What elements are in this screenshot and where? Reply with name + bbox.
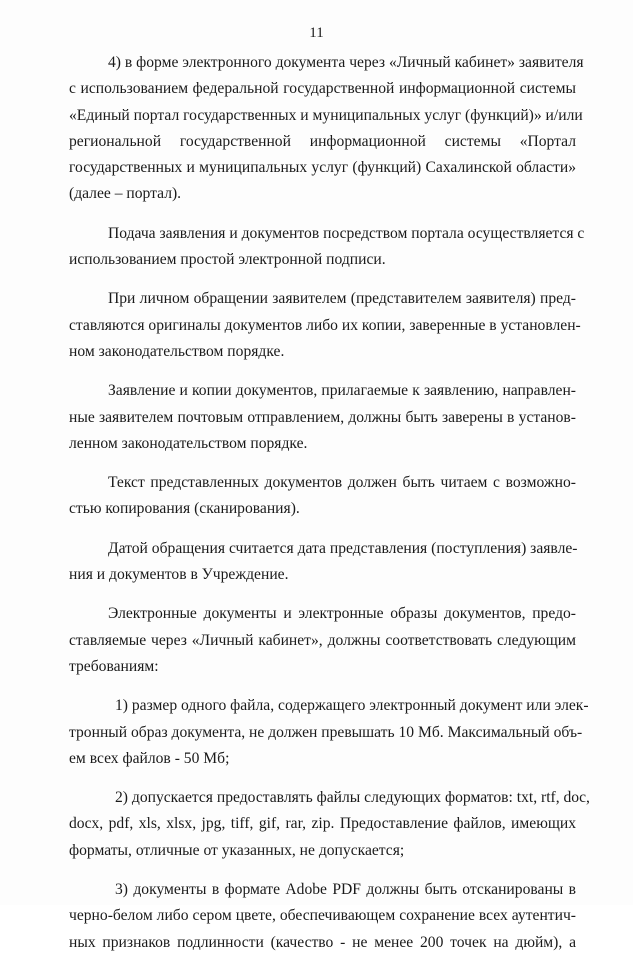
text-line: тронный образ документа, не должен превышать 10 Мб. Максимальный объ- <box>69 723 583 741</box>
document-body <box>69 50 590 956</box>
text-line: региональной государственной информационной системы «Портал <box>69 132 576 150</box>
text-line: ные заявителем почтовым отправлением, должны быть заверены в установ- <box>69 408 576 426</box>
paragraph-req-3 <box>69 877 576 956</box>
text-line: ставляемые через «Личный кабинет», должны соответствовать следующим <box>69 631 576 649</box>
text-line: ставляются оригиналы документов либо их копии, заверенные в установлен- <box>69 316 581 334</box>
text-line: ных признаков подлинности (качество - не менее 200 точек на дюйм), а <box>69 933 576 951</box>
text-line: ния и документов в Учреждение. <box>69 566 289 584</box>
text-line: стью копирования (сканирования). <box>69 500 300 518</box>
paragraph-portal-signature <box>69 221 585 274</box>
paragraph-date <box>69 536 576 589</box>
text-line: При личном обращении заявителем (представителем заявителя) пред- <box>108 290 576 308</box>
text-line: государственных и муниципальных услуг (функций) Сахалинской области» <box>69 159 576 177</box>
text-line: Датой обращения считается дата представления (поступления) заявле- <box>108 539 578 557</box>
paragraph-req-1 <box>69 693 589 772</box>
text-line: 3) документы в формате Adobe PDF должны быть отсканированы в <box>115 881 576 899</box>
text-line: требованиям: <box>69 657 159 675</box>
paragraph-item-4 <box>69 50 584 208</box>
paragraph-personal-visit <box>69 286 581 365</box>
text-line: форматы, отличные от указанных, не допускается; <box>69 841 405 859</box>
text-line: с использованием федеральной государственной информационной системы <box>69 80 576 98</box>
page-number: 11 <box>309 25 324 41</box>
text-line: docx, pdf, xls, xlsx, jpg, tiff, gif, rar, zip. Предоставление файлов, имеющих <box>69 815 576 833</box>
text-line: ем всех файлов - 50 Мб; <box>69 749 230 767</box>
paragraph-postal <box>69 378 576 457</box>
paragraph-requirements <box>69 601 576 680</box>
text-line: 1) размер одного файла, содержащего электронный документ или элек- <box>115 697 589 715</box>
text-line: черно-белом либо сером цвете, обеспечивающем сохранение всех аутентич- <box>69 907 576 925</box>
paragraph-readable <box>69 470 576 523</box>
text-line: 2) допускается предоставлять файлы следующих форматов: txt, rtf, doc, <box>115 789 590 807</box>
text-line: Электронные документы и электронные образы документов, предо- <box>108 605 576 623</box>
text-line: «Единый портал государственных и муниципальных услуг (функций)» и/или <box>69 106 583 124</box>
text-line: (далее – портал). <box>69 185 182 203</box>
text-line: 4) в форме электронного документа через «Личный кабинет» заявителя <box>108 54 584 71</box>
text-line: Заявление и копии документов, прилагаемые к заявлению, направлен- <box>108 382 576 400</box>
text-line: Подача заявления и документов посредством портала осуществляется с <box>108 224 585 242</box>
text-line: ленном законодательством порядке. <box>69 434 308 452</box>
paragraph-req-2 <box>69 785 590 864</box>
text-line: Текст представленных документов должен быть читаем с возможно- <box>108 474 576 492</box>
text-line: ном законодательством порядке. <box>69 342 285 360</box>
text-line: использованием простой электронной подписи. <box>69 251 386 269</box>
